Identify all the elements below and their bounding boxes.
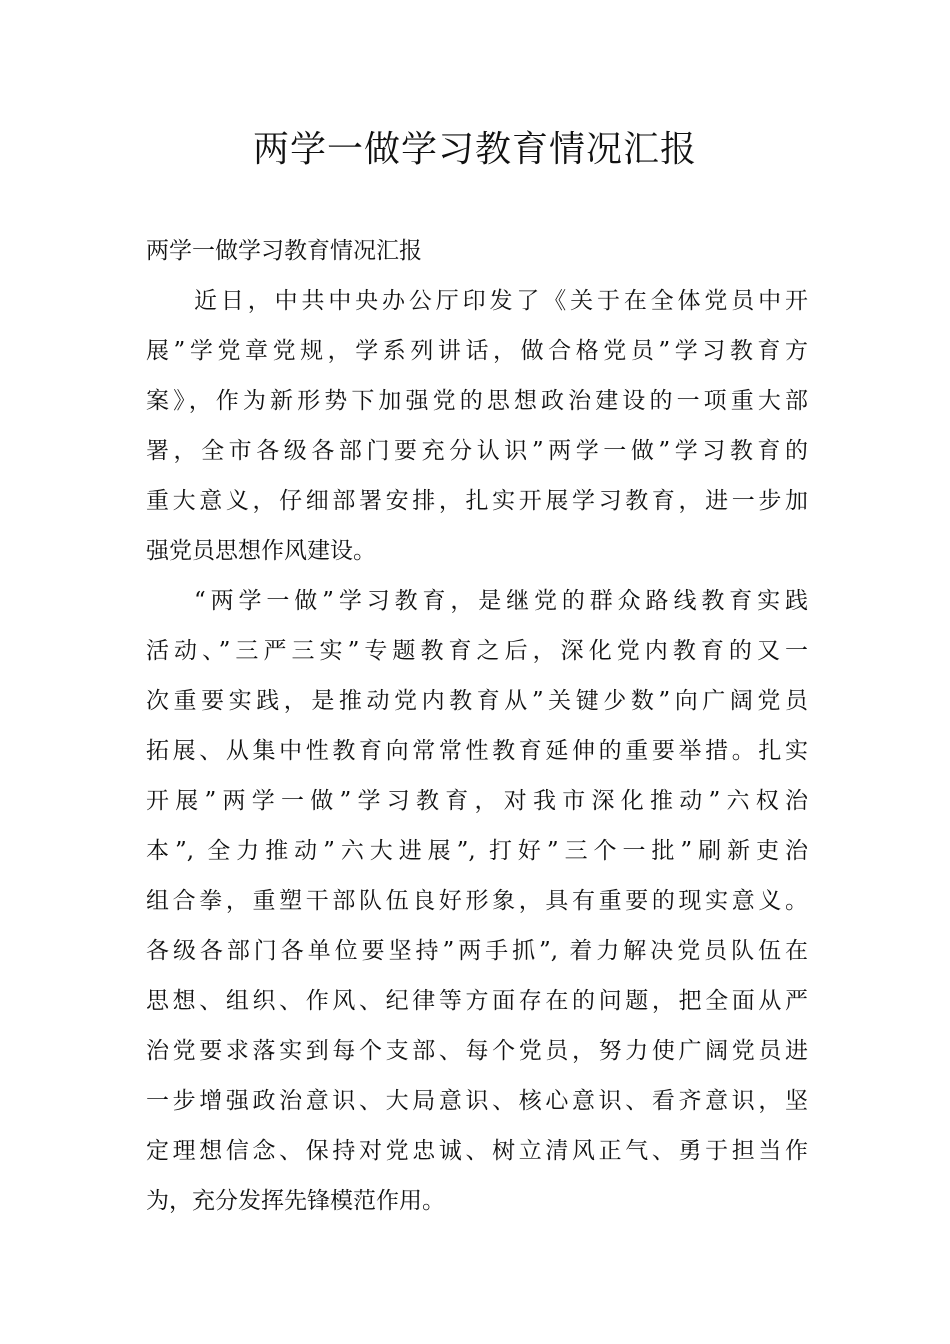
document-title: 两学一做学习教育情况汇报 bbox=[252, 129, 697, 170]
paragraph-line: 展”学党章党规，学系列讲话，做合格党员”学习教育方 bbox=[146, 338, 808, 364]
paragraph-line: 开展”两学一做”学习教育，对我市深化推动”六权治 bbox=[146, 788, 808, 814]
paragraph-line: 组合拳，重塑干部队伍良好形象，具有重要的现实意义。 bbox=[146, 888, 808, 914]
paragraph-line: 定理想信念、保持对党忠诚、树立清风正气、勇于担当作 bbox=[146, 1138, 808, 1164]
paragraph-line: 活动、”三严三实”专题教育之后，深化党内教育的又一 bbox=[146, 638, 808, 664]
paragraph-line: 本”, 全力推动”六大进展”, 打好”三个一批”刷新吏治 bbox=[146, 838, 808, 864]
paragraph-line: 强党员思想作风建设。 bbox=[146, 538, 376, 564]
paragraph-line: 案》，作为新形势下加强党的思想政治建设的一项重大部 bbox=[146, 388, 808, 414]
paragraph-line: 各级各部门各单位要坚持”两手抓”, 着力解决党员队伍在 bbox=[146, 938, 808, 964]
paragraph-line: 近日，中共中央办公厅印发了《关于在全体党员中开 bbox=[194, 288, 808, 314]
document-body bbox=[146, 226, 808, 1226]
paragraph-line: 治党要求落实到每个支部、每个党员，努力使广阔党员进 bbox=[146, 1038, 808, 1064]
paragraph-line: 思想、组织、作风、纪律等方面存在的问题，把全面从严 bbox=[146, 988, 808, 1014]
paragraph-line: “两学一做”学习教育，是继党的群众路线教育实践 bbox=[194, 588, 808, 614]
paragraph-line: 次重要实践，是推动党内教育从”关键少数”向广阔党员 bbox=[146, 688, 808, 714]
paragraph-2 bbox=[146, 576, 808, 1226]
document-subtitle: 两学一做学习教育情况汇报 bbox=[146, 238, 422, 264]
paragraph-1 bbox=[146, 276, 808, 576]
paragraph-line: 拓展、从集中性教育向常常性教育延伸的重要举措。扎实 bbox=[146, 738, 808, 764]
paragraph-line: 一步增强政治意识、大局意识、核心意识、看齐意识，坚 bbox=[146, 1088, 808, 1114]
paragraph-line: 重大意义，仔细部署安排，扎实开展学习教育，进一步加 bbox=[146, 488, 808, 514]
paragraph-line: 署，全市各级各部门要充分认识”两学一做”学习教育的 bbox=[146, 438, 808, 464]
paragraph-line: 为，充分发挥先锋模范作用。 bbox=[146, 1188, 445, 1214]
